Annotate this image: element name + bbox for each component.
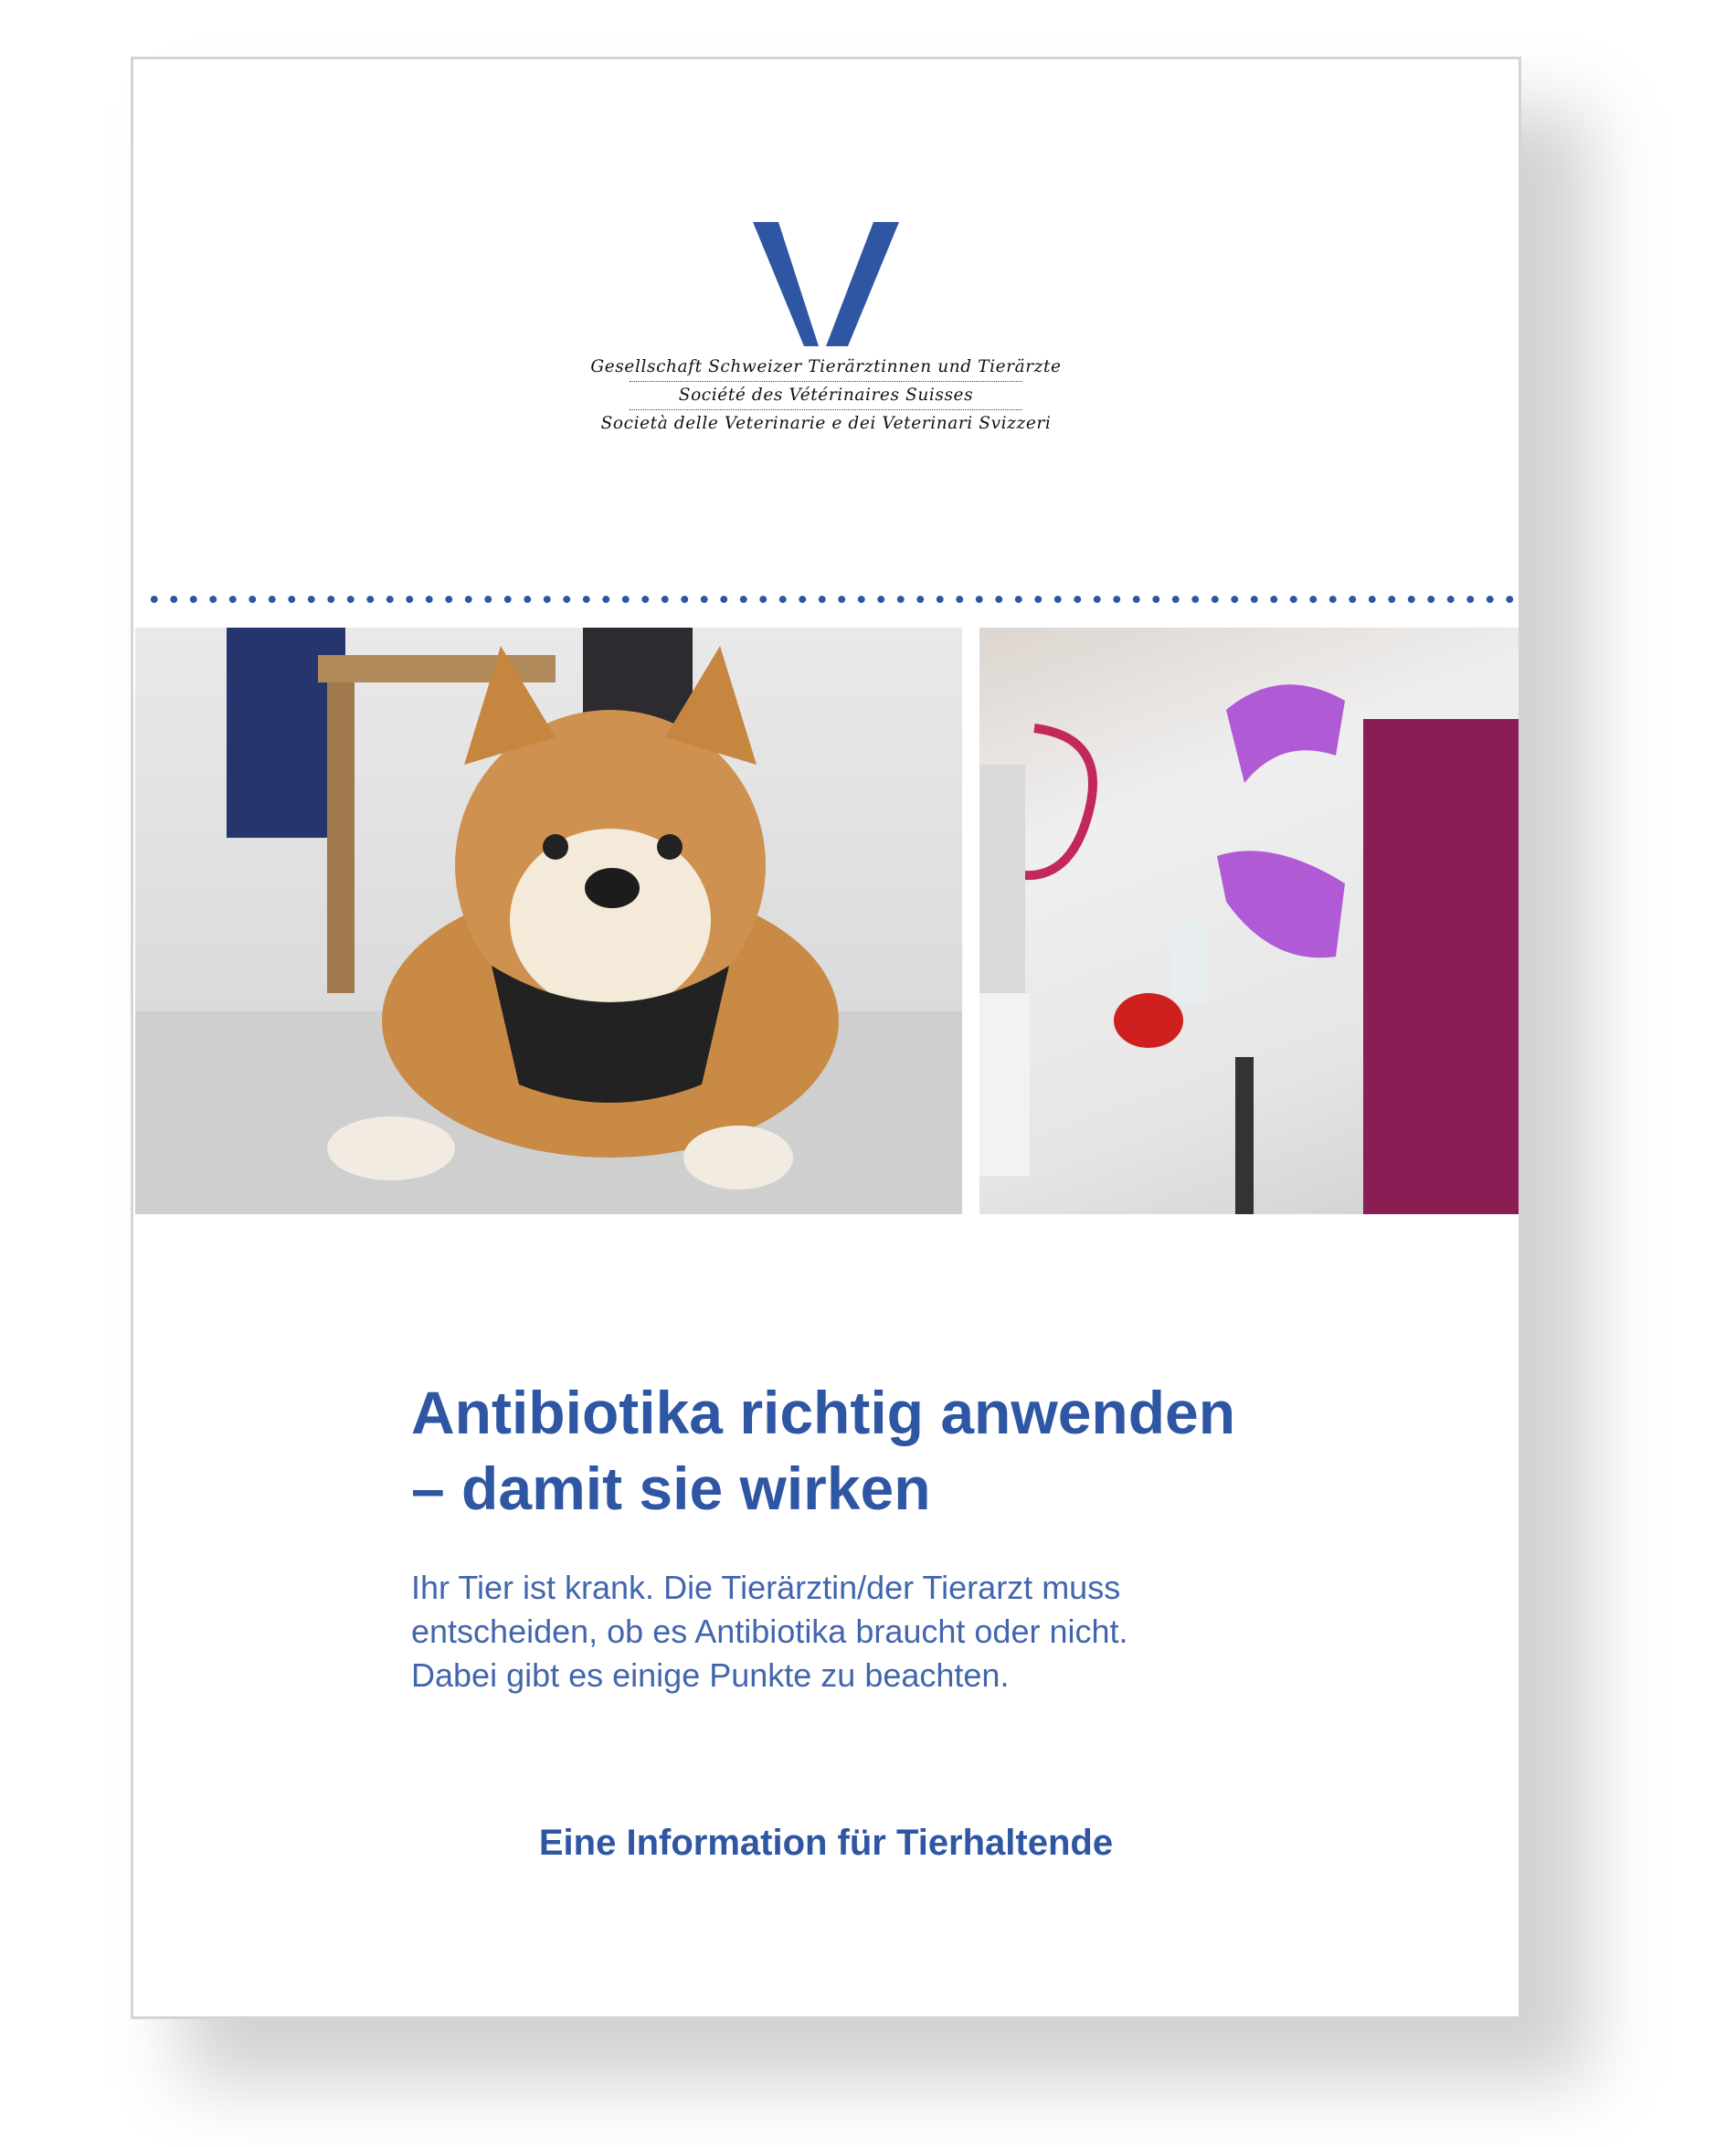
page-title — [411, 1375, 1235, 1527]
brochure-cover — [131, 57, 1521, 2019]
logo-line-de: Gesellschaft Schweizer Tierärztinnen und Tierärzte — [590, 357, 1062, 376]
intro-line-3: Dabei gibt es einige Punkte zu beachten. — [411, 1656, 1010, 1694]
association-logo — [133, 222, 1519, 438]
audience-note: Eine Information für Tierhaltende — [538, 1823, 1114, 1863]
dotted-divider — [144, 595, 1519, 604]
intro-line-1: Ihr Tier ist krank. Die Tierärztin/der Tierarzt muss — [411, 1569, 1121, 1606]
v-logo-icon — [753, 222, 899, 346]
logo-line-it: Società delle Veterinarie e dei Veterinari Svizzeri — [600, 414, 1052, 433]
logo-line-fr: Société des Vétérinaires Suisses — [678, 386, 974, 405]
photo-vet-preparing-medication — [979, 628, 1519, 1214]
photo-shiba-dog — [135, 628, 962, 1214]
title-line-1: Antibiotika richtig anwenden — [411, 1379, 1236, 1446]
intro-text — [411, 1566, 1325, 1698]
title-line-2: – damit sie wirken — [411, 1454, 931, 1522]
intro-line-2: entscheiden, ob es Antibiotika braucht oder nicht. — [411, 1613, 1128, 1650]
